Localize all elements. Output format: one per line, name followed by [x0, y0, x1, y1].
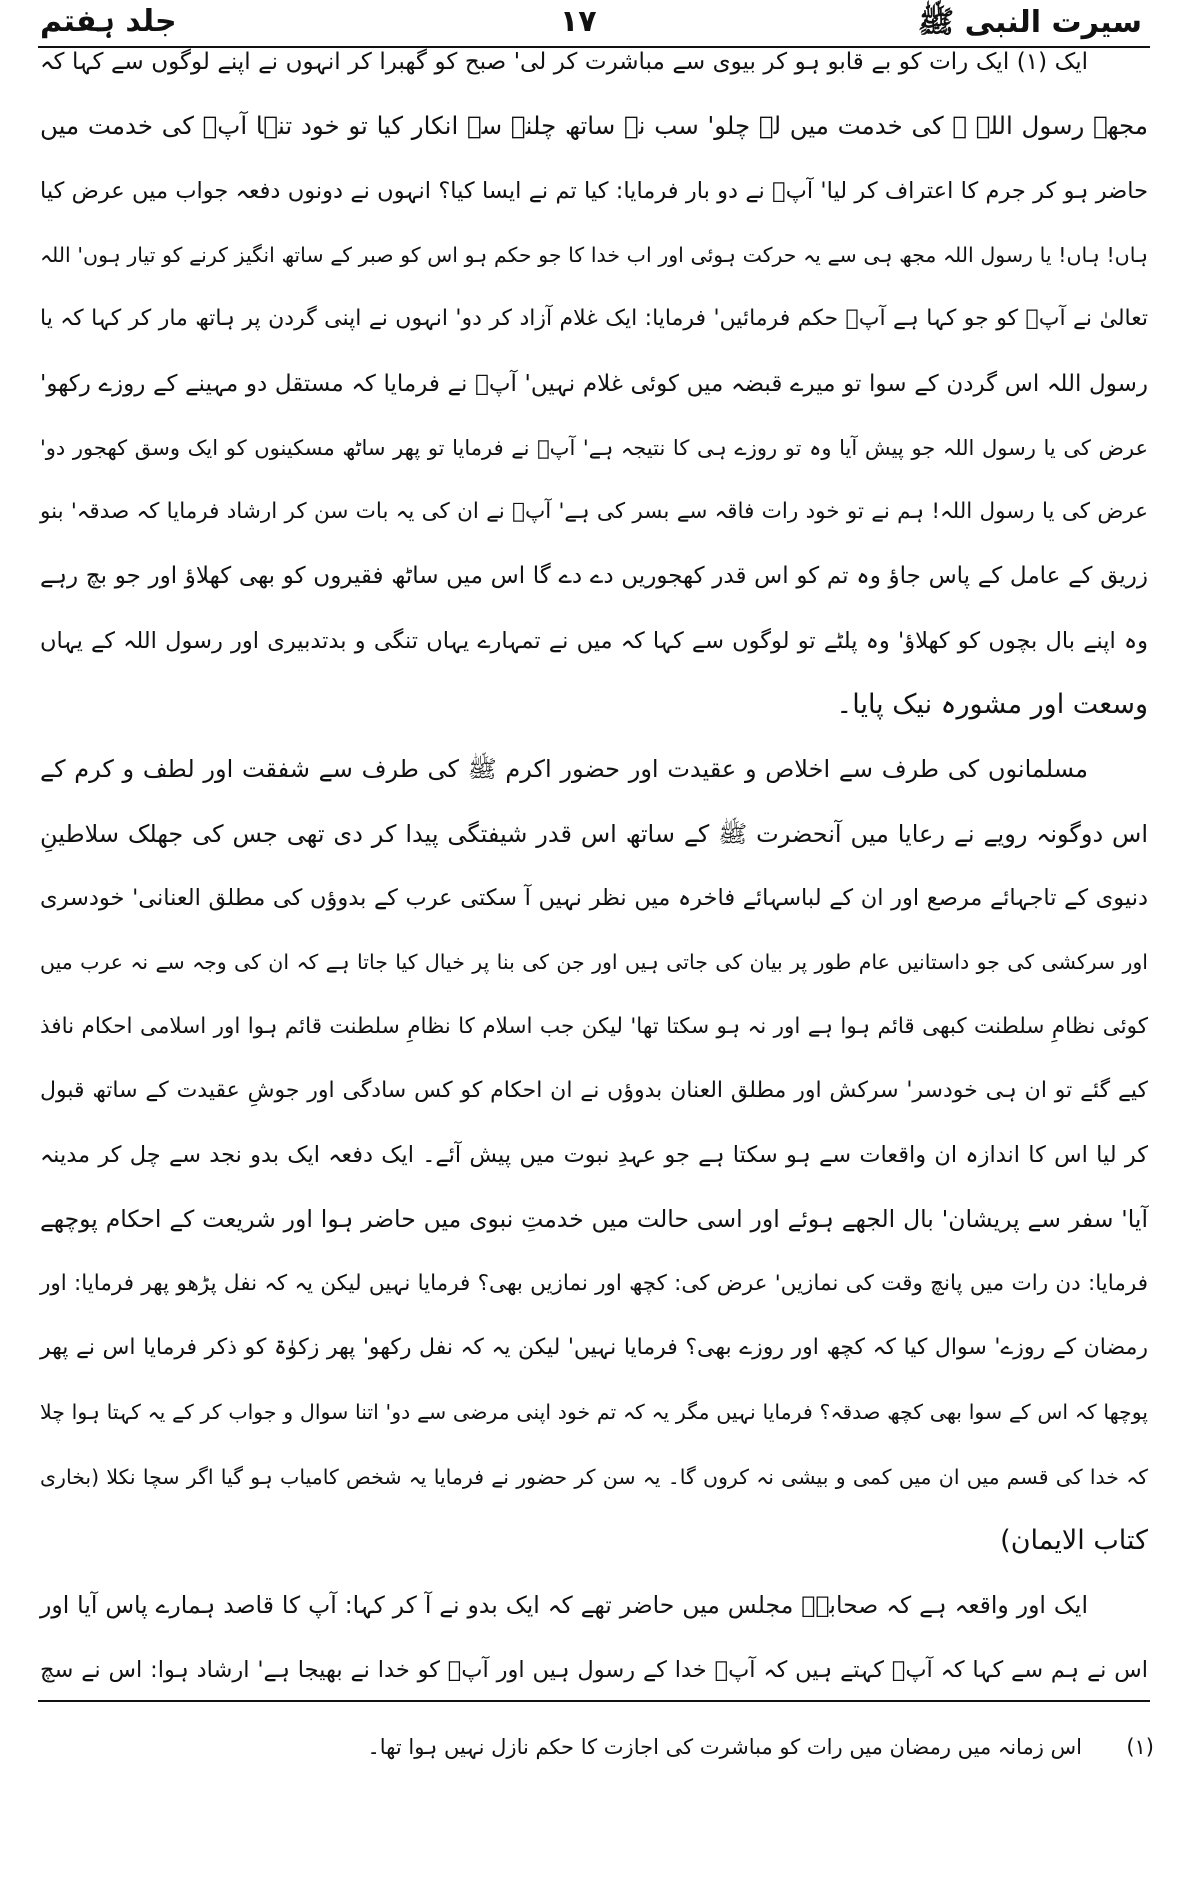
text-line: اس نے ہم سے کہا کہ آپؐ کہتے ہیں کہ آپؐ خدا کے رسول ہیں اور آپؐ کو خدا نے بھیجا ہے' ارشاد ہوا: اس نے سچ: [40, 1656, 1148, 1683]
text-line: عرض کی یا رسول اللہ جو پیش آیا وہ تو روزے ہی کا نتیجہ ہے' آپؐ نے فرمایا تو پھر ساٹھ مسکینوں کو ایک وسق کھجور دو': [40, 435, 1148, 460]
text-line: وسعت اور مشورہ نیک پایا۔: [836, 689, 1148, 720]
text-line: ایک (۱) ایک رات کو بے قابو ہو کر بیوی سے مباشرت کر لی' صبح کو گھبرا کر انہوں نے اپنے لوگوں سے کہا کہ: [40, 49, 1088, 75]
text-line: کر لیا اس کا اندازہ ان واقعات سے ہو سکتا ہے جو عہدِ نبوت میں پیش آئے۔ ایک دفعہ ایک بدو نجد سے چل کر مدینہ: [40, 1142, 1148, 1169]
text-line: وہ اپنے بال بچوں کو کھلاؤ' وہ پلٹے تو لوگوں سے کہا کہ میں نے تمہارے یہاں تنگی و بدتدبیری اور رسول اللہ کے یہاں: [40, 627, 1148, 654]
text-line: ہاں! ہاں! یا رسول اللہ مجھ ہی سے یہ حرکت ہوئی اور اب خدا کا جو حکم ہو اس کو صبر کے ساتھ انگیز کرنے کو تیار ہوں' اللہ: [40, 242, 1148, 267]
text-line: آیا' سفر سے پریشان' بال الجھے ہوئے اور اسی حالت میں خدمتِ نبوی میں حاضر ہوا اور شریعت کے احکام پوچھے: [40, 1205, 1148, 1234]
text-line: کتاب الایمان): [1000, 1524, 1148, 1556]
text-line: اس دوگونہ رویے نے رعایا میں آنحضرت ﷺ کے ساتھ اس قدر شیفتگی پیدا کر دی تھی جس کی جھلک سلاطینِ: [40, 819, 1148, 848]
text-line: کہ خدا کی قسم میں ان میں کمی و بیشی نہ کروں گا۔ یہ سن کر حضور نے فرمایا یہ شخص کامیاب ہو گیا اگر سچا نکلا (بخاری: [40, 1464, 1148, 1489]
text-line: فرمایا: دن رات میں پانچ وقت کی نمازیں' عرض کی: کچھ اور نمازیں بھی؟ فرمایا نہیں لیکن یہ کہ نفل پڑھو پھر فرمایا: اور: [40, 1270, 1148, 1296]
text-line: کیے گئے تو ان ہی خودسر' سرکش اور مطلق العنان بدوؤں نے ان احکام کو کس سادگی اور جوشِ عقیدت کے ساتھ قبول: [40, 1077, 1148, 1103]
text-line: ایک اور واقعہ ہے کہ صحابہؓ مجلس میں حاضر تھے کہ ایک بدو نے آ کر کہا: آپ کا قاصد ہمارے پاس آیا اور: [40, 1591, 1088, 1620]
text-line: مجھے رسول اللہ ﷺ کی خدمت میں لے چلو' سب نے ساتھ چلنے سے انکار کیا تو خود تنہا آپؐ کی خدمت میں: [40, 111, 1148, 141]
text-line: پوچھا کہ اس کے سوا بھی کچھ صدقہ؟ فرمایا نہیں مگر یہ کہ تم خود اپنی مرضی سے دو' اتنا سوال و جواب کر کے یہ کہتا ہوا چلا: [40, 1400, 1148, 1425]
text-line: کوئی نظامِ سلطنت کبھی قائم ہوا ہے اور نہ ہو سکتا تھا' لیکن جب اسلام کا نظامِ سلطنت قائم ہوا اور اسلامی احکام نافذ: [40, 1013, 1148, 1039]
volume-label: جلد ہفتم: [40, 4, 177, 39]
book-title: سیرت النبی ﷺ: [917, 5, 1142, 40]
text-line: تعالیٰ نے آپؐ کو جو کہا ہے آپؐ حکم فرمائیں' فرمایا: ایک غلام آزاد کر دو' انہوں نے اپنی گردن پر ہاتھ مار کر کہا کہ یا: [40, 306, 1148, 332]
page-number: ۱۷: [560, 4, 597, 39]
text-line: دنیوی کے تاجہائے مرصع اور ان کے لباسہائے فاخرہ میں نظر نہیں آ سکتی عرب کے بدوؤں کی مطلق العنانی' خودسری: [40, 884, 1148, 911]
footnote-marker: (۱): [1126, 1735, 1154, 1759]
text-line: حاضر ہو کر جرم کا اعتراف کر لیا' آپؐ نے دو بار فرمایا: کیا تم نے ایسا کیا؟ انہوں نے دونوں دفعہ جواب میں عرض کیا: [40, 177, 1148, 204]
footnote-text: اس زمانہ میں رمضان میں رات کو مباشرت کی اجازت کا حکم نازل نہیں ہوا تھا۔: [367, 1735, 1082, 1759]
text-line: زریق کے عامل کے پاس جاؤ وہ تم کو اس قدر کھجوریں دے دے گا اس میں ساٹھ فقیروں کو بھی کھلاؤ اور جو بچ رہے: [40, 563, 1148, 590]
text-line: عرض کی یا رسول اللہ! ہم نے تو خود رات فاقہ سے بسر کی ہے' آپؐ نے ان کی یہ بات سن کر ارشاد فرمایا کہ صدقہ' بنو: [40, 499, 1148, 525]
text-line: رسول اللہ اس گردن کے سوا تو میرے قبضہ میں کوئی غلام نہیں' آپؐ نے فرمایا کہ مستقل دو مہینے کے روزے رکھو': [40, 370, 1148, 397]
text-line: اور سرکشی کی جو داستانیں عام طور پر بیان کی جاتی ہیں اور جن کی بنا پر خیال کیا جاتا ہے کہ ان کی وجہ سے نہ عرب میں: [40, 950, 1148, 975]
footnote-rule: [38, 1700, 1150, 1702]
text-line: مسلمانوں کی طرف سے اخلاص و عقیدت اور حضور اکرم ﷺ کی طرف سے شفقت اور لطف و کرم کے: [40, 755, 1088, 784]
text-line: رمضان کے روزے' سوال کیا کہ کچھ اور روزے بھی؟ فرمایا نہیں' لیکن یہ کہ نفل رکھو' پھر زکوٰۃ کو ذکر فرمایا اس نے پھر: [40, 1335, 1148, 1360]
